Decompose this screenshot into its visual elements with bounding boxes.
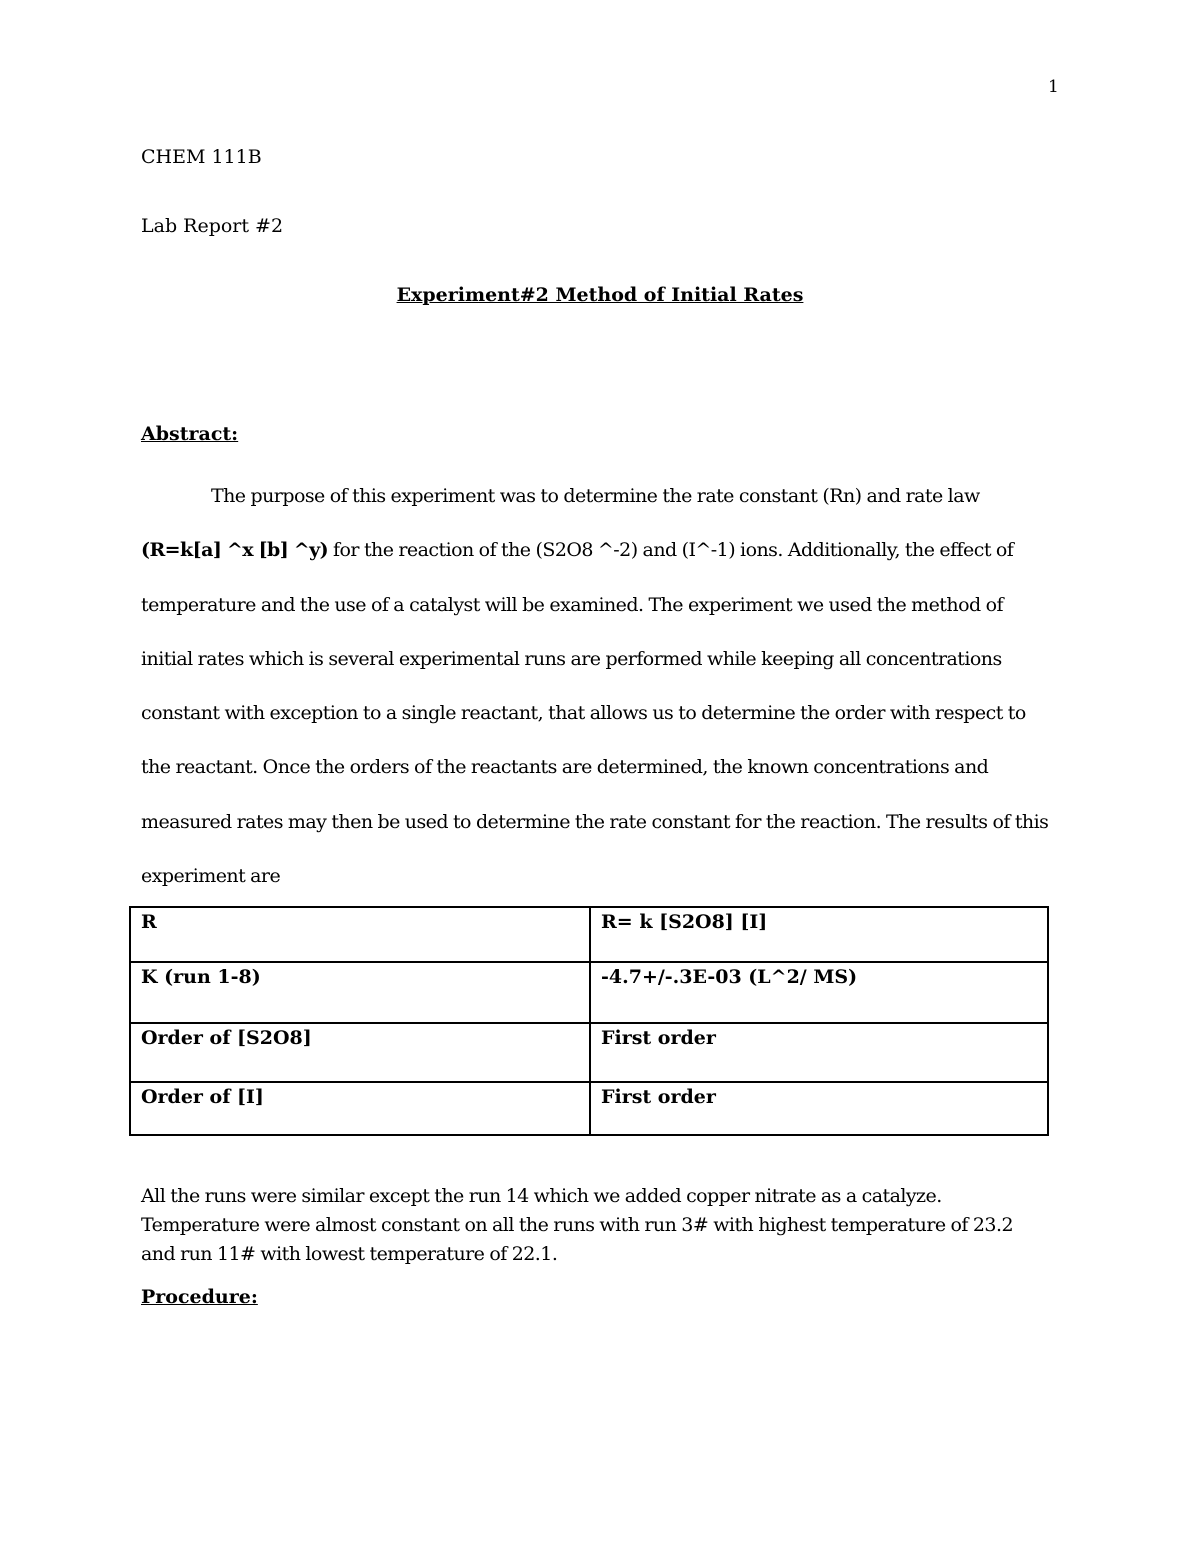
course-name: CHEM 111B	[141, 146, 262, 168]
table-cell-value: R= k [S2O8] [I]	[590, 907, 1048, 962]
table-row	[130, 962, 1048, 1023]
procedure-heading: Procedure:	[141, 1286, 258, 1308]
abstract-heading: Abstract:	[141, 423, 239, 445]
table-row	[130, 907, 1048, 962]
document-title: Experiment#2 Method of Initial Rates	[396, 284, 804, 306]
table-cell-label: Order of [I]	[130, 1082, 590, 1135]
rate-law-formula: (R=k[a] ^x [b] ^y)	[141, 539, 329, 562]
summary-line: Temperature were almost constant on all the runs with run 3# with highest temperature of 23.2	[141, 1214, 1013, 1236]
abstract-paragraph	[141, 469, 1053, 903]
abstract-text-intro: The purpose of this experiment was to determine the rate constant (Rn) and rate law	[211, 485, 980, 507]
report-number: Lab Report #2	[141, 215, 284, 237]
table-cell-value: -4.7+/-.3E-03 (L^2/ MS)	[590, 962, 1048, 1023]
table-cell-label: Order of [S2O8]	[130, 1023, 590, 1082]
summary-line: and run 11# with lowest temperature of 22.1.	[141, 1243, 558, 1265]
summary-line: All the runs were similar except the run 14 which we added copper nitrate as a catalyze.	[141, 1185, 942, 1207]
results-summary	[141, 1182, 1053, 1269]
table-cell-label: R	[130, 907, 590, 962]
table-row	[130, 1023, 1048, 1082]
table-cell-value: First order	[590, 1023, 1048, 1082]
page-number: 1	[1048, 77, 1059, 97]
abstract-text-body: for the reaction of the (S2O8 ^-2) and (I^-1) ions. Additionally, the effect of temperature and the use of a catalyst will be examined. The experiment we used the method of initial rates which is several experimental runs are performed while keeping all concentrations constant with exception to a single reactant, that allows us to determine the order with respect to the reactant. Once the orders of the reactants are determined, the known concentrations and measured rates may then be used to determine the rate constant for the reaction. The results of this experiment are	[141, 539, 1049, 888]
table-row	[130, 1082, 1048, 1135]
table-cell-label: K (run 1-8)	[130, 962, 590, 1023]
table-cell-value: First order	[590, 1082, 1048, 1135]
results-table	[129, 906, 1049, 1136]
